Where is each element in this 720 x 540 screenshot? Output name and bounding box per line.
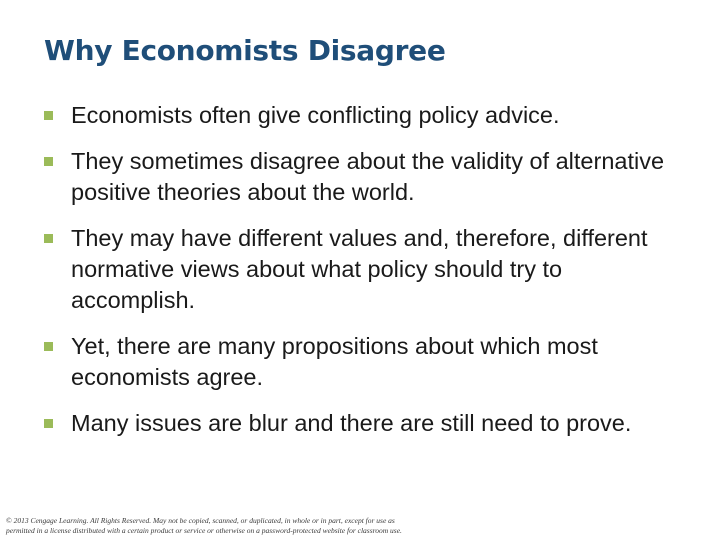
bullet-item [44,146,684,208]
bullet-item [44,408,684,439]
square-bullet-icon [44,342,53,351]
bullet-text: Many issues are blur and there are still need to prove. [71,410,632,436]
bullet-text: They may have different values and, therefore, different normative views about what policy should try to accomplish. [71,225,648,313]
footer-line: permitted in a license distributed with a certain product or service or otherwise on a password-protected website for classroom use. [6,526,402,535]
square-bullet-icon [44,111,53,120]
bullet-item [44,100,684,131]
slide-title: Why Economists Disagree [44,34,446,67]
bullet-text: They sometimes disagree about the validity of alternative positive theories about the world. [71,148,665,205]
bullet-text: Yet, there are many propositions about which most economists agree. [71,333,598,390]
copyright-footer [6,516,476,536]
footer-line: © 2013 Cengage Learning. All Rights Reserved. May not be copied, scanned, or duplicated, in whole or in part, except for use as [6,516,395,525]
square-bullet-icon [44,234,53,243]
bullet-item [44,223,684,316]
bullet-list [44,100,684,454]
square-bullet-icon [44,419,53,428]
square-bullet-icon [44,157,53,166]
bullet-item [44,331,684,393]
bullet-text: Economists often give conflicting policy advice. [71,102,560,128]
